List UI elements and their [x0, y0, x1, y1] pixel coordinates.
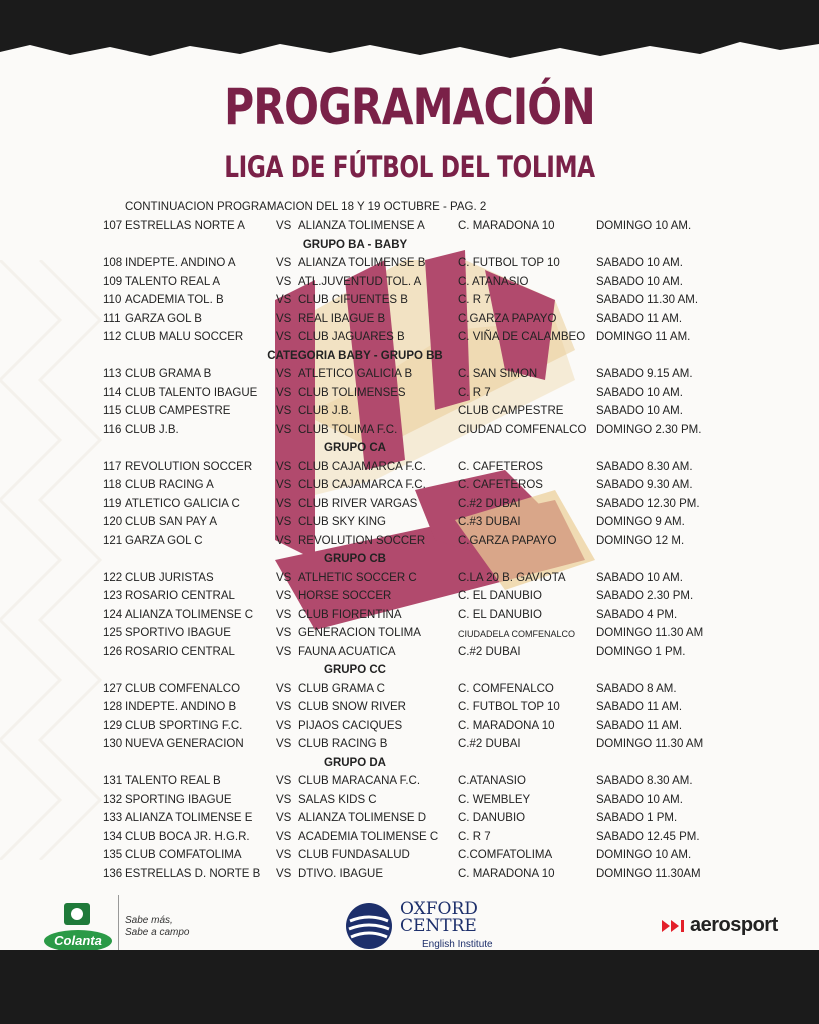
venue: C. R 7	[458, 294, 491, 306]
match-number: 127	[103, 682, 123, 695]
venue: C. R 7	[458, 386, 491, 399]
match-row	[0, 867, 819, 886]
match-row	[0, 256, 819, 275]
away-team: CLUB TOLIMA F.C.	[298, 423, 398, 436]
group-label: CATEGORIA BABY - GRUPO BB	[267, 349, 443, 362]
group-heading	[0, 238, 819, 257]
match-time: SABADO 11.30 AM.	[596, 294, 699, 306]
match-number: 135	[103, 849, 123, 861]
away-team: CLUB CAJAMARCA F.C.	[298, 460, 426, 473]
home-team: GARZA GOL B	[125, 312, 202, 325]
venue: C. SAN SIMON	[458, 368, 538, 380]
away-team: CLUB FUNDASALUD	[298, 849, 410, 861]
match-row	[0, 293, 819, 312]
match-number: 123	[103, 590, 123, 602]
match-time: SABADO 10 AM.	[596, 257, 683, 269]
match-row	[0, 497, 819, 516]
group-label: GRUPO CC	[324, 664, 386, 676]
match-number: 117	[103, 460, 122, 473]
match-number: 114	[103, 386, 122, 399]
venue: CIUDADELA COMFENALCO	[458, 629, 576, 639]
venue: C. R 7	[458, 830, 491, 843]
match-time: DOMINGO 11.30 AM	[596, 738, 704, 750]
versus-label: VS	[276, 312, 292, 325]
home-team: CLUB COMFATOLIMA	[125, 849, 242, 861]
venue: C. CAFETEROS	[458, 460, 543, 473]
match-time: SABADO 10 AM.	[596, 405, 683, 417]
home-team: ROSARIO CENTRAL	[125, 590, 235, 602]
venue: C.GARZA PAPAYO	[458, 312, 557, 325]
match-time: SABADO 8.30 AM.	[596, 775, 693, 787]
venue: C. VIÑA DE CALAMBEO	[458, 331, 586, 343]
match-number: 121	[103, 534, 123, 547]
match-time: DOMINGO 12 M.	[596, 534, 685, 547]
group-heading	[0, 756, 819, 775]
match-time: DOMINGO 10 AM.	[596, 220, 692, 232]
versus-label: VS	[276, 627, 292, 639]
group-heading	[0, 441, 819, 460]
group-label: GRUPO DA	[324, 756, 386, 769]
versus-label: VS	[276, 294, 292, 306]
away-team: CLUB GRAMA C	[298, 682, 385, 695]
match-row	[0, 737, 819, 756]
match-row	[0, 515, 819, 534]
away-team: ATLETICO GALICIA B	[298, 368, 413, 380]
match-number: 112	[103, 331, 122, 343]
match-number: 118	[103, 479, 122, 491]
match-row	[0, 367, 819, 386]
fast-forward-icon	[662, 920, 690, 932]
torn-paper-bottom-edge	[0, 950, 819, 1024]
versus-label: VS	[276, 497, 292, 510]
versus-label: VS	[276, 738, 292, 750]
match-number: 126	[103, 645, 123, 658]
match-time: DOMINGO 9 AM.	[596, 516, 685, 528]
match-time: SABADO 10 AM.	[596, 571, 683, 584]
match-number: 132	[103, 793, 123, 806]
away-team: CLUB CIFUENTES B	[298, 294, 408, 306]
match-number: 108	[103, 257, 123, 269]
venue: C. FUTBOL TOP 10	[458, 257, 560, 269]
home-team: ATLETICO GALICIA C	[125, 497, 240, 510]
home-team: CLUB J.B.	[125, 423, 179, 436]
match-row	[0, 534, 819, 553]
home-team: CLUB GRAMA B	[125, 368, 212, 380]
match-time: SABADO 11 AM.	[596, 312, 683, 325]
match-number: 115	[103, 405, 122, 417]
away-team: CLUB RACING B	[298, 738, 388, 750]
match-row	[0, 423, 819, 442]
oxford-centre-name	[400, 901, 478, 935]
versus-label: VS	[276, 590, 292, 602]
venue: C. WEMBLEY	[458, 793, 531, 806]
versus-label: VS	[276, 534, 292, 547]
schedule-table	[0, 219, 819, 885]
venue: C. EL DANUBIO	[458, 608, 542, 621]
versus-label: VS	[276, 571, 292, 584]
away-team: CLUB TOLIMENSES	[298, 386, 406, 399]
home-team: SPORTING IBAGUE	[125, 793, 232, 806]
match-time: SABADO 9.15 AM.	[596, 368, 693, 380]
match-time: SABADO 10 AM.	[596, 793, 683, 806]
home-team: CLUB SAN PAY A	[125, 516, 218, 528]
versus-label: VS	[276, 830, 292, 843]
away-team: SALAS KIDS C	[298, 793, 377, 806]
away-team: REAL IBAGUE B	[298, 312, 386, 325]
match-time: SABADO 11 AM.	[596, 719, 683, 732]
match-number: 125	[103, 627, 123, 639]
away-team: CLUB JAGUARES B	[298, 331, 405, 343]
venue: C. MARADONA 10	[458, 719, 555, 732]
match-time: DOMINGO 1 PM.	[596, 645, 686, 658]
versus-label: VS	[276, 386, 292, 399]
match-number: 122	[103, 571, 123, 584]
versus-label: VS	[276, 812, 292, 824]
match-row	[0, 830, 819, 849]
versus-label: VS	[276, 849, 292, 861]
home-team: TALENTO REAL B	[125, 775, 221, 787]
versus-label: VS	[276, 257, 292, 269]
match-number: 131	[103, 775, 123, 787]
oxford-name-line-1: OXFORD	[400, 899, 478, 919]
versus-label: VS	[276, 682, 292, 695]
match-row	[0, 774, 819, 793]
match-number: 111	[103, 312, 121, 325]
match-row	[0, 571, 819, 590]
match-row	[0, 719, 819, 738]
match-number: 129	[103, 719, 123, 732]
venue: C.ATANASIO	[458, 775, 526, 787]
away-team: ACADEMIA TOLIMENSE C	[298, 830, 439, 843]
match-time: SABADO 10 AM.	[596, 386, 683, 399]
match-row	[0, 478, 819, 497]
away-team: ALIANZA TOLIMENSE D	[298, 812, 427, 824]
match-row	[0, 312, 819, 331]
versus-label: VS	[276, 719, 292, 732]
venue: C. ATANASIO	[458, 275, 529, 288]
colanta-tagline	[125, 915, 190, 939]
home-team: CLUB MALU SOCCER	[125, 331, 244, 343]
match-time: SABADO 8.30 AM.	[596, 460, 693, 473]
venue: C. MARADONA 10	[458, 867, 555, 880]
match-row	[0, 682, 819, 701]
match-time: SABADO 1 PM.	[596, 812, 678, 824]
away-team: ALIANZA TOLIMENSE A	[298, 220, 425, 232]
away-team: DTIVO. IBAGUE	[298, 867, 383, 880]
match-row	[0, 608, 819, 627]
venue: C. CAFETEROS	[458, 479, 543, 491]
match-number: 134	[103, 830, 123, 843]
home-team: ESTRELLAS D. NORTE B	[125, 867, 261, 880]
versus-label: VS	[276, 331, 292, 343]
home-team: SPORTIVO IBAGUE	[125, 627, 231, 639]
match-time: DOMINGO 11.30 AM	[596, 627, 704, 639]
home-team: CLUB CAMPESTRE	[125, 405, 231, 417]
home-team: ESTRELLAS NORTE A	[125, 220, 245, 232]
versus-label: VS	[276, 423, 292, 436]
match-row	[0, 793, 819, 812]
away-team: CLUB FIORENTINA	[298, 608, 402, 621]
away-team: REVOLUTION SOCCER	[298, 534, 426, 547]
away-team: CLUB SKY KING	[298, 516, 386, 528]
colanta-tagline-line-2: Sabe a campo	[125, 927, 190, 938]
away-team: PIJAOS CACIQUES	[298, 719, 403, 732]
match-row	[0, 404, 819, 423]
away-team: CLUB J.B.	[298, 405, 352, 417]
colanta-tagline-line-1: Sabe más,	[125, 915, 173, 926]
oxford-name-line-2: CENTRE	[400, 916, 477, 936]
group-label: GRUPO CB	[324, 553, 386, 565]
versus-label: VS	[276, 479, 292, 491]
home-team: CLUB RACING A	[125, 479, 214, 491]
away-team: HORSE SOCCER	[298, 590, 392, 602]
venue: CLUB CAMPESTRE	[458, 405, 564, 417]
match-row	[0, 589, 819, 608]
versus-label: VS	[276, 275, 292, 288]
venue: C. MARADONA 10	[458, 220, 555, 232]
venue: C. DANUBIO	[458, 812, 526, 824]
venue: C.#3 DUBAI	[458, 516, 521, 528]
aerosport-logo-text: aerosport	[690, 914, 778, 936]
venue: C. COMFENALCO	[458, 682, 554, 695]
match-number: 124	[103, 608, 123, 621]
home-team: CLUB TALENTO IBAGUE	[125, 386, 258, 399]
match-number: 107	[103, 220, 123, 232]
colanta-logo	[42, 901, 114, 953]
colanta-wordmark: Colanta	[54, 933, 102, 948]
match-number: 128	[103, 701, 123, 713]
match-number: 133	[103, 812, 123, 824]
match-time: SABADO 9.30 AM.	[596, 479, 693, 491]
match-number: 109	[103, 275, 123, 288]
venue: C.#2 DUBAI	[458, 497, 521, 510]
match-number: 110	[103, 294, 122, 306]
home-team: CLUB BOCA JR. H.G.R.	[125, 830, 250, 843]
home-team: CLUB COMFENALCO	[125, 682, 241, 695]
match-time: SABADO 12.30 PM.	[596, 497, 700, 510]
group-heading	[0, 349, 819, 368]
home-team: CLUB SPORTING F.C.	[125, 719, 243, 732]
away-team: ATL.JUVENTUD TOL. A	[298, 275, 422, 288]
match-number: 113	[103, 368, 122, 380]
match-time: SABADO 12.45 PM.	[596, 830, 700, 843]
versus-label: VS	[276, 645, 292, 658]
match-time: SABADO 10 AM.	[596, 275, 683, 288]
home-team: INDEPTE. ANDINO B	[125, 701, 237, 713]
match-time: DOMINGO 2.30 PM.	[596, 423, 702, 436]
venue: C.LA 20 B. GAVIOTA	[458, 571, 566, 584]
away-team: CLUB MARACANA F.C.	[298, 775, 421, 787]
group-heading	[0, 552, 819, 571]
match-row	[0, 848, 819, 867]
versus-label: VS	[276, 368, 292, 380]
match-time: DOMINGO 11.30AM	[596, 867, 701, 880]
match-number: 130	[103, 738, 123, 750]
venue: C.GARZA PAPAYO	[458, 534, 557, 547]
away-team: ATLHETIC SOCCER C	[298, 571, 417, 584]
versus-label: VS	[276, 405, 292, 417]
versus-label: VS	[276, 516, 292, 528]
page-subtitle: LIGA DE FÚTBOL DEL TOLIMA	[224, 150, 595, 184]
match-row	[0, 460, 819, 479]
home-team: GARZA GOL C	[125, 534, 203, 547]
oxford-globe-icon	[344, 901, 394, 951]
home-team: ACADEMIA TOL. B	[125, 294, 224, 306]
versus-label: VS	[276, 775, 292, 787]
versus-label: VS	[276, 460, 292, 473]
group-label: GRUPO BA - BABY	[302, 238, 408, 251]
match-row	[0, 386, 819, 405]
versus-label: VS	[276, 793, 292, 806]
page-note: CONTINUACION PROGRAMACION DEL 18 Y 19 OCTUBRE - PAG. 2	[125, 201, 487, 213]
sponsor-divider	[118, 895, 119, 953]
match-row	[0, 219, 819, 238]
match-time: DOMINGO 10 AM.	[596, 849, 692, 861]
match-row	[0, 811, 819, 830]
match-time: SABADO 2.30 PM.	[596, 590, 694, 602]
match-time: SABADO 4 PM.	[596, 608, 678, 621]
match-row	[0, 645, 819, 664]
group-heading	[0, 663, 819, 682]
versus-label: VS	[276, 701, 292, 713]
away-team: CLUB CAJAMARCA F.C.	[298, 479, 426, 491]
match-number: 120	[103, 516, 123, 528]
match-number: 116	[103, 423, 122, 436]
versus-label: VS	[276, 608, 292, 621]
group-label: GRUPO CA	[324, 442, 386, 454]
venue: C.#2 DUBAI	[458, 645, 521, 658]
match-row	[0, 626, 819, 645]
away-team: CLUB SNOW RIVER	[298, 701, 406, 713]
venue: C.COMFATOLIMA	[458, 849, 553, 861]
home-team: TALENTO REAL A	[125, 275, 221, 288]
versus-label: VS	[276, 220, 292, 232]
away-team: GENERACION TOLIMA	[298, 627, 421, 639]
match-row	[0, 330, 819, 349]
home-team: ALIANZA TOLIMENSE E	[125, 812, 253, 824]
match-row	[0, 700, 819, 719]
venue: C. FUTBOL TOP 10	[458, 701, 560, 713]
match-time: SABADO 8 AM.	[596, 682, 677, 695]
venue: C.#2 DUBAI	[458, 738, 521, 750]
match-time: SABADO 11 AM.	[596, 701, 683, 713]
home-team: ROSARIO CENTRAL	[125, 645, 235, 658]
page-title: PROGRAMACIÓN	[224, 78, 595, 136]
home-team: NUEVA GENERACION	[125, 738, 244, 750]
match-row	[0, 275, 819, 294]
versus-label: VS	[276, 867, 292, 880]
venue: C. EL DANUBIO	[458, 590, 542, 602]
away-team: CLUB RIVER VARGAS	[298, 497, 418, 510]
venue: CIUDAD COMFENALCO	[458, 423, 587, 436]
away-team: ALIANZA TOLIMENSE B	[298, 257, 426, 269]
home-team: INDEPTE. ANDINO A	[125, 257, 236, 269]
match-time: DOMINGO 11 AM.	[596, 331, 691, 343]
match-number: 136	[103, 867, 123, 880]
home-team: REVOLUTION SOCCER	[125, 460, 253, 473]
home-team: ALIANZA TOLIMENSE C	[125, 608, 254, 621]
home-team: CLUB JURISTAS	[125, 571, 214, 584]
away-team: FAUNA ACUATICA	[298, 645, 396, 658]
match-number: 119	[103, 497, 122, 510]
oxford-subtitle: English Institute	[422, 939, 493, 950]
